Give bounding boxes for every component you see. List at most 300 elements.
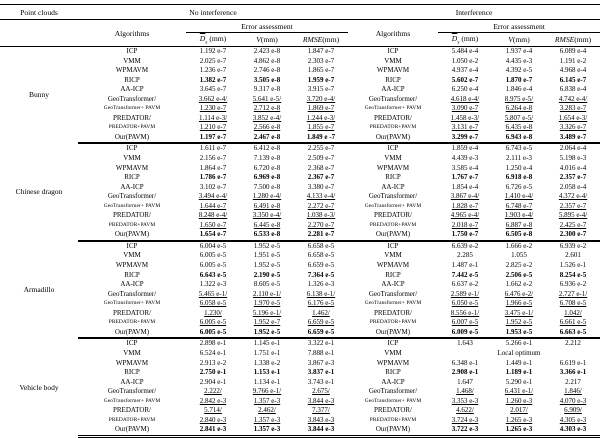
value-cell: 2.898 e-1 [199,339,227,348]
value-cell: 2.841 e-3 [186,425,240,436]
algorithm-label-right: VMM [384,251,402,260]
algorithm-label-right: PREDATOR/ [374,406,412,415]
value-cell: 1.846 e-4 [505,85,533,94]
algorithm-label-right: VMM [384,154,402,163]
value-cell: 3.645 e-7 [199,85,227,94]
table-row [0,309,600,319]
algorithm-label-right: RICP [385,75,401,84]
table-row [0,406,600,416]
value-cell: 5.198 e-3 [559,154,587,163]
value-cell: 1.210 e-7 [199,123,227,132]
value-cell: 2.825 e-2 [505,261,533,270]
value-cell: 2.601 [565,251,581,260]
value-cell: 1.870 e-7 [505,75,533,84]
value-cell: 6.476 e-2/ [504,289,534,298]
algorithm-label-right: ICP [387,144,399,153]
value-cell: 2.285 [457,251,473,260]
value-cell: 4.435 e-3 [505,56,533,65]
value-cell: 2.156 e-7 [199,154,227,163]
error-assessment-header-right: Error assessment [438,20,600,33]
value-cell: 2.727 e-1/ [558,289,588,298]
value-cell: 5.196 e-1/ [252,308,282,317]
value-cell: 2.589 e-1/ [450,289,480,298]
algorithm-label-right: RICP [385,173,401,182]
value-cell: 1.869 e-7 [307,104,335,113]
point-clouds-header: Point clouds [0,5,78,20]
value-cell: 6.936 e-2 [559,280,587,289]
value-cell: 7.888 e-1 [307,348,335,357]
value-cell: 2.566 e-8 [253,123,281,132]
table-row [0,368,600,378]
algorithm-label-left: GeoTransformer+ PAVM [103,202,161,209]
value-cell: 4.622/ [456,406,474,415]
algorithm-label-left: PREDATOR+PAVM [108,319,156,326]
value-cell: 6.969 e-8 [253,173,281,182]
value-cell: 3.844 e-3 [307,396,335,405]
value-cell: 1.966 e-5 [505,299,533,308]
header-row-assessment [0,20,600,33]
interference-header: Interference [348,5,600,20]
value-cell: 1.951 e-5 [253,251,281,260]
value-cell: 6.435 e-8 [505,123,533,132]
table-row [0,290,600,300]
value-cell: 6.348 e-1 [451,358,479,367]
value-cell: 1.859 e-4 [451,144,479,153]
value-cell: 6.491 e-8 [253,201,281,210]
table-row [0,387,600,397]
value-cell: 3.662 e-4/ [198,94,228,103]
table-row [0,183,600,193]
point-cloud-name: Vehicle body [19,382,59,392]
algorithm-label-left: RICP [124,173,140,182]
value-cell: 5.807 e-5/ [504,113,534,122]
table-row [0,192,600,202]
value-cell: 3.353 e-3 [451,396,479,405]
local-optimum-cell: Local optimum [497,348,541,357]
value-cell: 1.937 e-4 [505,47,533,55]
table-row [0,425,600,436]
algorithm-label-left: GeoTransformer/ [107,289,157,298]
value-cell: 6.089 e-4 [559,47,587,55]
algorithm-label-left: RICP [124,75,140,84]
value-cell: 4.742 e-4/ [558,94,588,103]
value-cell: 1.849 e -7 [294,133,348,144]
table-body [0,47,600,437]
value-cell: 2.425 e-7 [559,220,587,229]
value-cell: 1.654 e-7 [186,230,240,241]
value-cell: 5.602 e-7 [451,75,479,84]
algorithm-label-left: PREDATOR+PAVM [108,221,156,228]
algorithm-label-right: GeoTransformer/ [368,192,418,201]
table-row [0,76,600,86]
table-row [0,241,600,252]
table-row [0,338,600,349]
value-cell: 1.236 e-7 [199,66,227,75]
algorithm-label-right: WPMAVM [376,163,410,172]
value-cell: 6.708 e-5 [559,299,587,308]
value-cell: 2.467 e-8 [240,133,294,144]
algorithm-label-left: AA-ICP [120,280,144,289]
table-row [0,57,600,67]
value-cell: 1.192 e-7 [199,47,227,55]
value-cell: 1.230/ [204,308,222,317]
algorithm-label-left: GeoTransformer/ [107,94,157,103]
value-cell: 3.722 e-3 [438,425,492,436]
value-cell: 5.641 e-5/ [252,94,282,103]
value-cell: 2.017/ [510,406,528,415]
algorithms-header-left: Algorithms [78,20,186,47]
value-cell: 6.058 e-5 [199,299,227,308]
value-cell: 3.326 e-7 [559,123,587,132]
algorithm-label-left: PREDATOR+PAVM [108,124,156,131]
value-cell: 6.412 e-8 [253,144,281,153]
value-cell: 2.750 e-1 [199,368,227,377]
algorithm-label-left: ICP [126,144,138,153]
table-row [0,328,600,339]
value-cell: 1.458 e-3/ [450,113,480,122]
value-cell: 3.915 e-7 [307,85,335,94]
value-cell: 3.867 e-4/ [450,192,480,201]
table-row [0,271,600,281]
value-cell: 1.357 e-3 [253,396,281,405]
table-row [0,378,600,388]
value-cell: 3.090 e-7 [451,104,479,113]
value-cell: 1.855 e-7 [307,123,335,132]
value-cell: 1.644 e-7 [199,201,227,210]
algorithm-label-right: AA-ICP [381,85,405,94]
value-cell: 2.058 e-4 [559,182,587,191]
table-row [0,85,600,95]
algorithm-label-right: ICP [387,47,399,55]
algorithm-label-right: GeoTransformer+ PAVM [364,105,422,112]
value-cell: 6.748 e-7 [505,201,533,210]
algorithm-label-left: Our(PAVM) [78,328,186,339]
value-cell: 6.431 e-1/ [504,387,534,396]
value-cell: 6.637 e-2 [451,280,479,289]
point-cloud-name: Armadillo [23,284,55,294]
table-row [0,164,600,174]
algorithm-label-left: GeoTransformer+ PAVM [103,397,161,404]
value-cell: 1.449 e-1 [505,358,533,367]
value-cell: 1.786 e-7 [199,173,227,182]
table-row [0,143,600,154]
value-cell: 2.842 e-3 [199,396,227,405]
algorithm-label-left: AA-ICP [120,85,144,94]
value-cell: 1.953 e-5 [492,328,546,339]
value-cell: 6.009 e-5 [438,328,492,339]
value-cell: 1.611 e-7 [199,144,227,153]
value-cell: 2.367 e-7 [307,173,335,182]
value-cell: 6.887 e-8 [505,220,533,229]
algorithm-label-right: WPMAVM [376,358,410,367]
value-cell: 2.506 e-5 [505,270,533,279]
value-cell: 3.720 e-4/ [306,94,336,103]
value-cell: 6.726 e-5 [505,182,533,191]
value-cell: 1.382 e-7 [199,75,227,84]
value-cell: 1.650 e-7 [199,220,227,229]
value-cell: 3.494 e-4/ [198,192,228,201]
value-cell: 7.139 e-8 [253,154,281,163]
value-cell: 4.016 e-4 [559,163,587,172]
value-cell: 1.767 e-7 [451,173,479,182]
value-cell: 1.410 e-4/ [504,192,534,201]
value-cell: 2.712 e-8 [253,104,281,113]
value-cell: 4.392 e-5 [505,66,533,75]
value-cell: 1.846/ [564,387,582,396]
algorithm-label-left: RICP [124,368,140,377]
value-cell: 8.605 e-5 [253,280,281,289]
value-cell: 5.465 e-1/ [198,289,228,298]
value-cell: 6.659 e-5 [307,261,335,270]
value-cell: 3.852 e-4/ [252,113,282,122]
algorithm-label-left: PREDATOR+PAVM [108,416,156,423]
value-cell: 1.145 e-1 [253,339,281,348]
algorithm-label-right: WPMAVM [376,261,410,270]
value-cell: 2.746 e-8 [253,66,281,75]
value-cell: 1.952 e-5 [240,328,294,339]
value-cell: 1.666 e-2 [505,241,533,250]
value-cell: 6.005 e-5 [199,318,227,327]
value-cell: 4.439 e-3 [451,154,479,163]
value-cell: 9.766 e-1/ [252,387,282,396]
table-row [0,416,600,426]
point-cloud-name: Chinese dragon [15,187,63,197]
value-cell: 2.423 e-8 [253,47,281,55]
value-cell: 1.114 e-3/ [198,113,228,122]
value-cell: 2.018 e-7 [451,220,479,229]
algorithm-label-left: PREDATOR/ [113,308,151,317]
value-cell: 7.364 e-5 [307,270,335,279]
table-row [0,359,600,369]
value-cell: 2.368 e-7 [307,163,335,172]
value-cell: 2.281 e-7 [294,230,348,241]
algorithms-header-right: Algorithms [348,20,438,47]
value-cell: 6.505 e-8 [492,230,546,241]
algorithm-label-left: ICP [126,339,138,348]
value-cell: 6.005 e-5 [199,251,227,260]
value-cell: 6.720 e-8 [253,163,281,172]
algorithm-label-left: VMM [123,348,141,357]
value-cell: 2.270 e-7 [307,220,335,229]
value-cell: 3.505 e-8 [253,75,281,84]
table-row [0,230,600,241]
algorithm-label-left: GeoTransformer/ [107,387,157,396]
value-cell: 4.070 e-3 [559,396,587,405]
value-cell: 1.038 e-3/ [306,211,336,220]
value-cell: 6.004 e-5 [199,241,227,250]
value-cell: 1.854 e-4 [451,182,479,191]
rmse-column-header-left: RMSE(mm) [294,33,348,47]
algorithm-label-left: VMM [123,251,141,260]
value-cell: 6.661 e-5 [559,318,587,327]
value-cell: 3.585 e-4 [451,163,479,172]
value-cell: 1.952 e-7 [253,318,281,327]
value-cell: 2.303 e-7 [307,56,335,65]
algorithm-label-right: RICP [385,368,401,377]
value-cell: 1.526 e-1 [559,261,587,270]
value-cell: 6.533 e-8 [240,230,294,241]
value-cell: 1.280 e-4/ [252,192,282,201]
value-cell: 1.134 e-1 [253,377,281,386]
value-cell: 4.937 e-4 [451,66,479,75]
algorithm-label-right: AA-ICP [381,182,405,191]
table-row [0,173,600,183]
table-row [0,280,600,290]
value-cell: 1.265 e-3 [492,425,546,436]
value-cell: 4.862 e-8 [253,56,281,65]
value-cell: 4.618 e-4/ [450,94,480,103]
table-row [0,349,600,359]
value-cell: 6.138 e-1/ [306,289,336,298]
value-cell: 6.838 e-4 [559,85,587,94]
algorithm-label-left: Our(PAVM) [78,425,186,436]
value-cell: 6.659 e-5 [294,328,348,339]
value-cell: 6.659 e-5 [307,318,335,327]
value-cell: 1.265 e-3 [505,415,533,424]
algorithm-label-left: VMM [123,154,141,163]
table-row [0,133,600,144]
algorithm-label-right: GeoTransformer+ PAVM [364,397,422,404]
algorithm-label-left: Our(PAVM) [78,133,186,144]
value-cell: 6.639 e-2 [451,241,479,250]
value-cell: 2.222/ [204,387,222,396]
value-cell: 1.197 e-7 [186,133,240,144]
value-cell: 6.918 e-8 [505,173,533,182]
value-cell: 4.968 e-4 [559,66,587,75]
value-cell: 1.244 e-3/ [306,113,336,122]
value-cell: 2.025 e-7 [199,56,227,65]
table-row [0,211,600,221]
algorithm-label-right: VMM [384,56,402,65]
table-row [0,261,600,271]
algorithm-label-right: PREDATOR/ [374,308,412,317]
value-cell: 6.909/ [564,406,582,415]
table-row [0,318,600,328]
value-cell: 6.663 e-5 [546,328,600,339]
rmse-column-header-right: RMSE(mm) [546,33,600,47]
algorithm-label-right: Our(PAVM) [348,328,438,339]
algorithm-label-right: PREDATOR/ [374,211,412,220]
value-cell: 6.743 e-5 [505,144,533,153]
value-cell: 5.484 e-4 [451,47,479,55]
algorithm-label-left: WPMAVM [115,358,149,367]
table-row [0,397,600,407]
table-row [0,66,600,76]
value-cell: 2.357 e-7 [559,173,587,182]
value-cell: 2.300 e-7 [546,230,600,241]
value-cell: 1.230 e-7 [199,104,227,113]
value-cell: 1.260 e-3 [505,396,533,405]
value-cell: 8.248 e-4/ [198,211,228,220]
value-cell: 8.254 e-5 [559,270,587,279]
value-cell: 1.662 e-2 [505,280,533,289]
algorithm-label-right: PREDATOR+PAVM [369,319,417,326]
value-cell: 1.338 e-2 [253,358,281,367]
value-cell: 6.445 e-8 [253,220,281,229]
value-cell: 1.468/ [456,387,474,396]
table-row [0,221,600,231]
algorithm-label-right: AA-ICP [381,280,405,289]
value-cell: 1.357 e-3 [253,415,281,424]
algorithm-label-left: WPMAVM [115,163,149,172]
algorithm-label-right: GeoTransformer+ PAVM [364,202,422,209]
value-cell: 4.965 e-4/ [450,211,480,220]
value-cell: 2.111 e-3 [506,154,532,163]
value-cell: 2.840 e-3 [199,415,227,424]
algorithm-label-left: VMM [123,56,141,65]
value-cell: 3.867 e-3 [307,358,335,367]
value-cell: 2.908 e-1 [451,368,479,377]
v-column-header-right: V(mm) [492,33,546,47]
value-cell: 1.250 e-4 [505,163,533,172]
value-cell: 1.643 [457,339,473,348]
value-cell: 2.064 e-4 [559,144,587,153]
algorithm-label-left: ICP [126,47,138,55]
value-cell: 2.255 e-7 [307,144,335,153]
value-cell: 6.943 e-8 [492,133,546,144]
algorithm-label-left: WPMAVM [115,66,149,75]
algorithm-label-right: PREDATOR+PAVM [369,124,417,131]
value-cell: 1.751 e-1 [253,348,281,357]
algorithm-label-left: GeoTransformer/ [107,192,157,201]
value-cell: 7.442 e-5 [451,270,479,279]
value-cell: 6.643 e-5 [199,270,227,279]
algorithm-label-left: GeoTransformer+ PAVM [103,300,161,307]
value-cell: 4.305 e-3 [559,415,587,424]
table-row [0,47,600,57]
results-table [0,4,600,438]
ds-column-header-right: $\overline{D}_s$ (mm) [438,33,492,47]
value-cell: 5.714/ [204,406,222,415]
point-clouds-header-spacer [0,20,78,47]
algorithm-label-right: Our(PAVM) [348,230,438,241]
value-cell: 3.489 e-7 [546,133,600,144]
value-cell: 6.050 e-5 [451,299,479,308]
value-cell: 2.272 e-7 [307,201,335,210]
value-cell: 6.619 e-1 [559,358,587,367]
value-cell: 6.176 e-5 [307,299,335,308]
v-column-header-left: V(mm) [240,33,294,47]
value-cell: 2.190 e-5 [253,270,281,279]
value-cell: 1.654 e-3/ [558,113,588,122]
value-cell: 1.959 e-7 [307,75,335,84]
algorithm-label-right: Our(PAVM) [348,425,438,436]
value-cell: 1.357 e-3 [240,425,294,436]
value-cell: 1.191 e-2 [559,56,587,65]
algorithm-label-left: AA-ICP [120,182,144,191]
value-cell: 2.217 [565,377,581,386]
algorithm-label-right: VMM [384,348,402,357]
value-cell: 6.658 e-5 [307,251,335,260]
value-cell: 6.005 e-5 [199,261,227,270]
value-cell: 6.007 e-5 [451,318,479,327]
value-cell: 8.975 e-5/ [504,94,534,103]
value-cell: 1.864 e-7 [199,163,227,172]
value-cell: 2.357 e-7 [559,201,587,210]
value-cell: 3.131 e-7 [451,123,479,132]
value-cell: 6.145 e-7 [559,75,587,84]
header-row-sections [0,5,600,20]
value-cell: 3.380 e-7 [307,182,335,191]
algorithm-label-left: Our(PAVM) [78,230,186,241]
value-cell: 3.844 e-3 [294,425,348,436]
value-cell: 7.500 e-8 [253,182,281,191]
algorithm-label-right: GeoTransformer+ PAVM [364,300,422,307]
value-cell: 1.322 e-3 [199,280,227,289]
value-cell: 1.647 [457,377,473,386]
algorithm-label-left: PREDATOR/ [113,211,151,220]
value-cell: 6.658 e-5 [307,241,335,250]
